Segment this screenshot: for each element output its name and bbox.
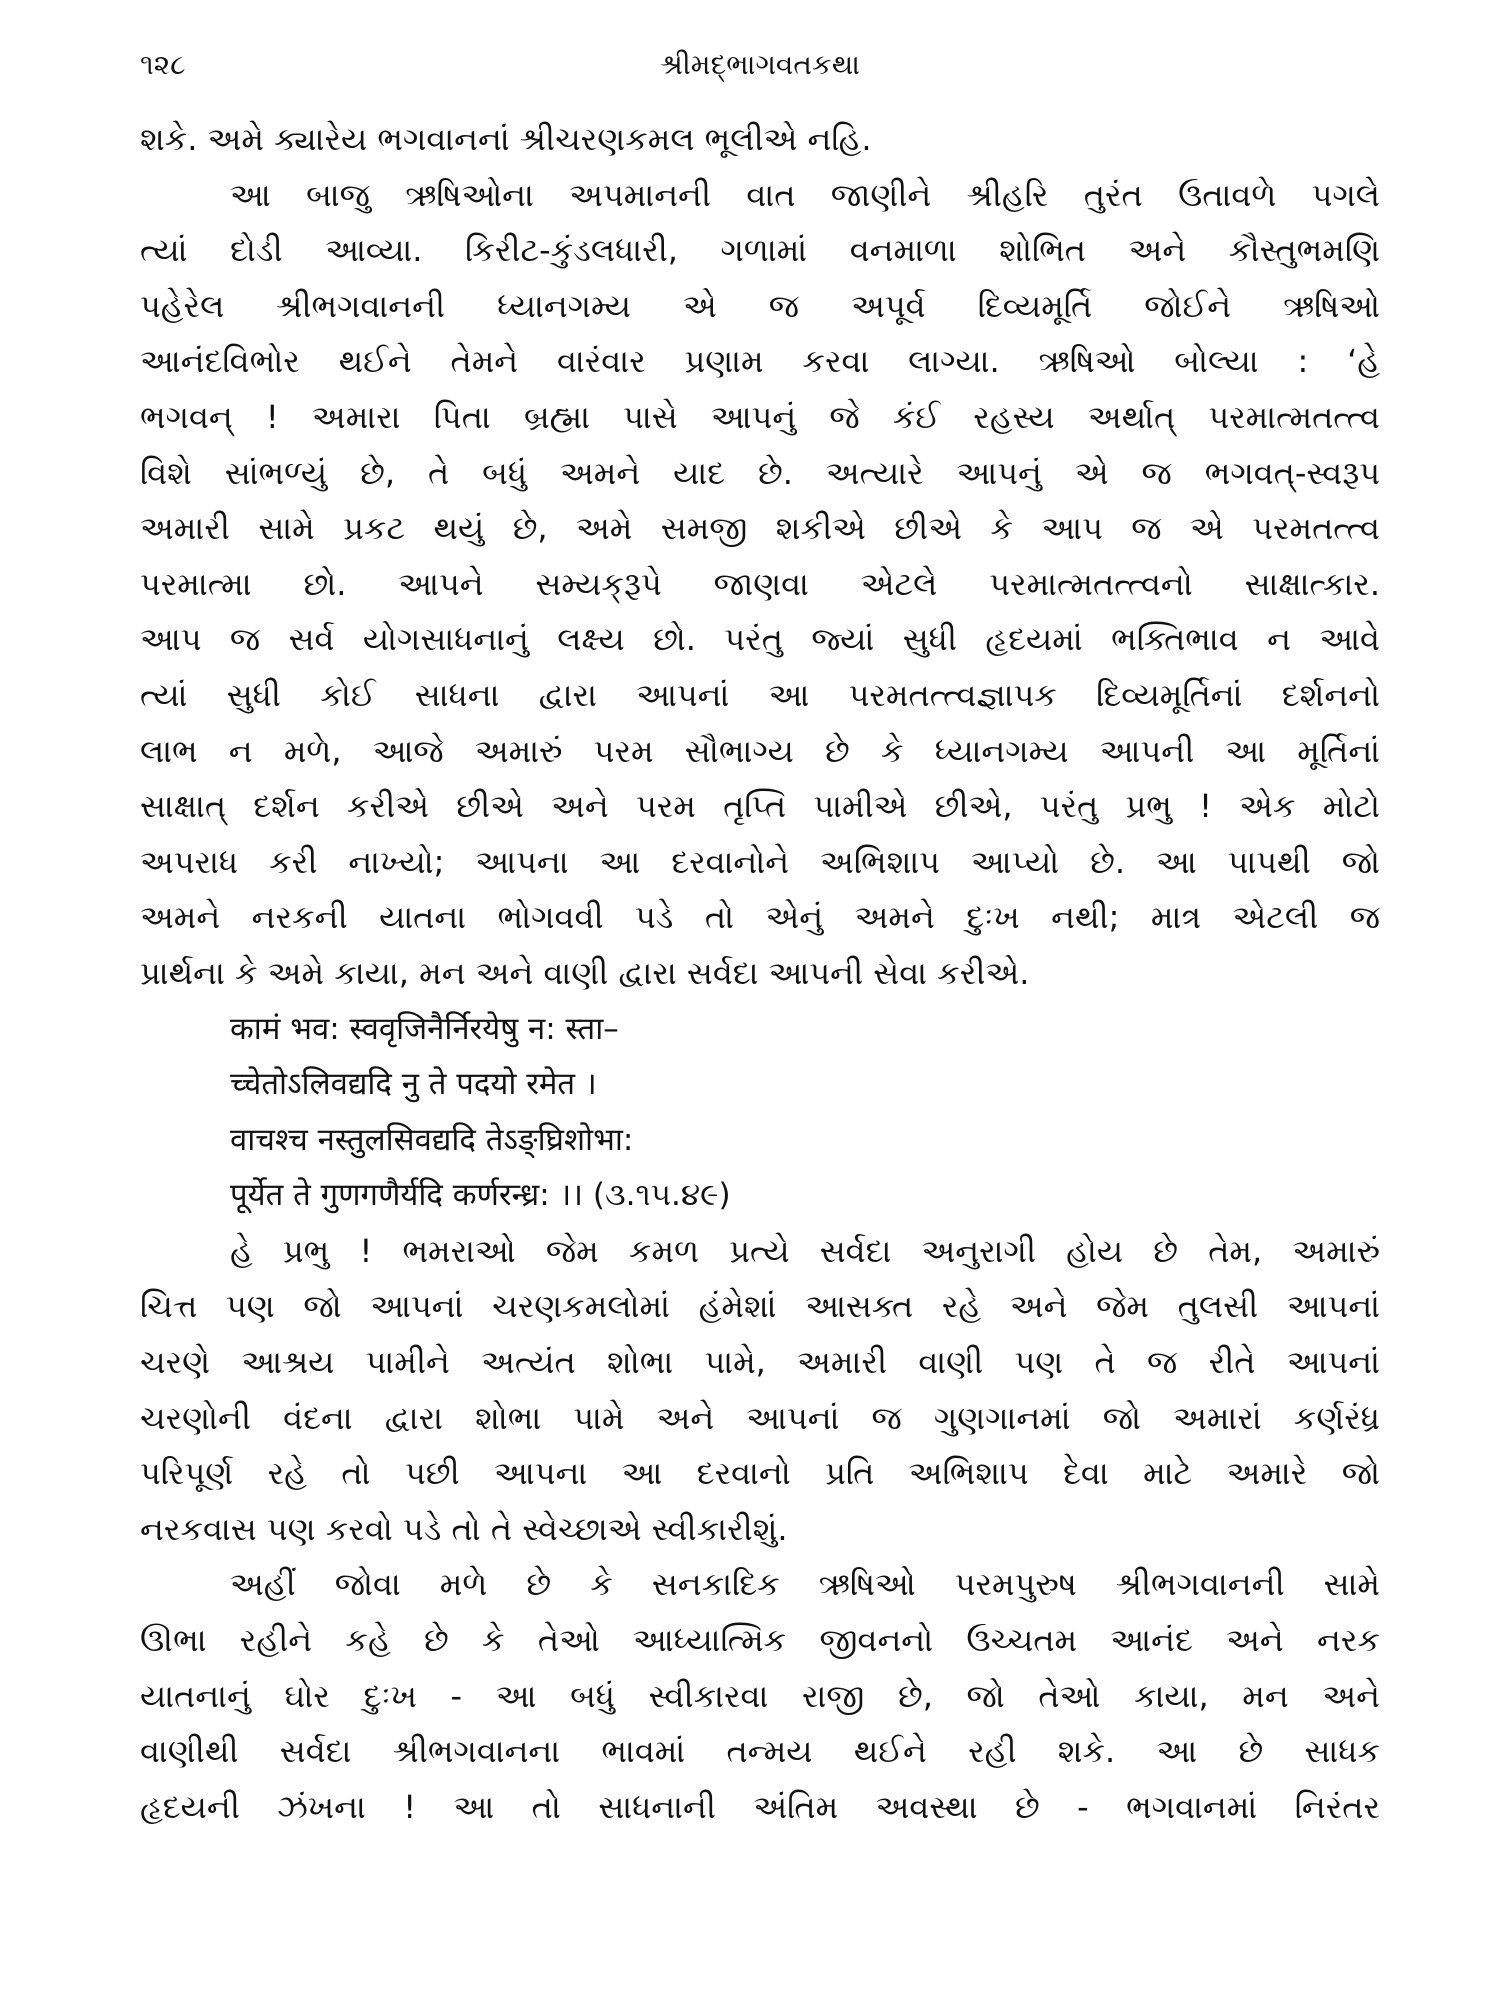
text-line: ભગવન્ ! અમારા પિતા બ્રહ્મા પાસે આપનું જે કંઈ રહસ્ય અર્થાત્ પરમાત્મતત્ત્વ <box>140 397 1380 436</box>
text-line: સાક્ષાત્ દર્શન કરીએ છીએ અને પરમ તૃપ્તિ પામીએ છીએ, પરંતુ પ્રભુ ! એક મોટો <box>140 787 1380 826</box>
text-line: આનંદવિભોર થઈને તેમને વારંવાર પ્રણામ કરવા લાગ્યા. ઋષિઓ બોલ્યા : ‘હે <box>140 342 1380 381</box>
text-line: ચિત્ત પણ જો આપનાં ચરણકમલોમાં હંમેશાં આસક્ત રહે અને જેમ તુલસી આપનાં <box>140 1287 1380 1326</box>
text-line: ત્યાં દોડી આવ્યા. કિરીટ-કુંડલધારી, ગળામાં વનમાળા શોભિત અને કૌસ્તુભમણિ <box>140 231 1380 270</box>
page-header <box>140 48 1380 88</box>
running-title: શ્રીમદ્‌ભાગવતકથા <box>659 48 861 81</box>
text-line: આપ જ સર્વ યોગસાધનાનું લક્ષ્ય છો. પરંતુ જ્યાં સુધી હૃદયમાં ભક્તિભાવ ન આવે <box>140 620 1380 659</box>
text-line: હૃદયની ઝંખના ! આ તો સાધનાની અંતિમ અવસ્થા છે - ભગવાનમાં નિરંતર <box>140 1787 1380 1826</box>
paragraph-start-line: હે પ્રભુ ! ભમરાઓ જેમ કમળ પ્રત્યે સર્વદા અનુરાગી હોય છે તેમ, અમારું <box>230 1231 1380 1270</box>
text-line: અમારી સામે પ્રકટ થયું છે, અમે સમજી શકીએ છીએ કે આપ જ એ પરમતત્ત્વ <box>140 509 1380 548</box>
text-line: પરિપૂર્ણ રહે તો પછી આપના આ દરવાનો પ્રતિ અભિશાપ દેવા માટે અમારે જો <box>140 1454 1380 1493</box>
text-line: અમને નરકની યાતના ભોગવવી પડે તો એનું અમને દુઃખ નથી; માત્ર એટલી જ <box>140 898 1380 937</box>
page-number: ૧૨૮ <box>140 48 186 81</box>
text-line: વિશે સાંભળ્યું છે, તે બધું અમને યાદ છે. અત્યારે આપનું એ જ ભગવત્-સ્વરૂપ <box>140 453 1380 492</box>
body-text <box>140 112 1380 1835</box>
text-line: નરકવાસ પણ કરવો પડે તો તે સ્વેચ્છાએ સ્વીકારીશું. <box>140 1509 788 1548</box>
sanskrit-verse-line: च्चेतोऽलिवद्यदि नु ते पदयो रमेत । <box>230 1066 597 1103</box>
text-line: પહેરેલ શ્રીભગવાનની ધ્યાનગમ્ય એ જ અપૂર્વ દિવ્યમૂર્તિ જોઈને ઋષિઓ <box>140 286 1380 325</box>
sanskrit-verse-line: वाचश्च नस्तुलसिवद्यदि तेऽङ्घ्रिशोभा: <box>230 1121 634 1158</box>
sanskrit-verse-line: कामं भव: स्ववृजिनैर्निरयेषु न: स्ता– <box>230 1010 619 1047</box>
text-line: લાભ ન મળે, આજે અમારું પરમ સૌભાગ્ય છે કે ધ્યાનગમ્ય આપની આ મૂર્તિનાં <box>140 731 1380 770</box>
paragraph-start-line: અહીં જોવા મળે છે કે સનકાદિક ઋષિઓ પરમપુરુષ શ્રીભગવાનની સામે <box>230 1565 1380 1604</box>
text-line: પ્રાર્થના કે અમે કાયા, મન અને વાણી દ્વારા સર્વદા આપની સેવા કરીએ. <box>140 953 1030 992</box>
sanskrit-verse-line: पूर्येत ते गुणगणैर्यदि कर्णरन्ध्र: ।। (૩.૧૫.૪૯) <box>230 1177 731 1214</box>
text-line: પરમાત્મા છો. આપને સમ્યક્‌રૂપે જાણવા એટલે પરમાત્મતત્ત્વનો સાક્ષાત્કાર. <box>140 564 1380 603</box>
text-line: ત્યાં સુધી કોઈ સાધના દ્વારા આપનાં આ પરમતત્ત્વજ્ઞાપક દિવ્યમૂર્તિનાં દર્શનનો <box>140 675 1380 714</box>
text-line: ઊભા રહીને કહે છે કે તેઓ આધ્યાત્મિક જીવનનો ઉચ્ચતમ આનંદ અને નરક <box>140 1621 1380 1660</box>
text-line: ચરણે આશ્રય પામીને અત્યંત શોભા પામે, અમારી વાણી પણ તે જ રીતે આપનાં <box>140 1343 1380 1382</box>
text-line: શકે. અમે ક્યારેય ભગવાનનાં શ્રીચરણકમલ ભૂલીએ નહિ. <box>140 120 872 158</box>
text-line: યાતનાનું ઘોર દુઃખ - આ બધું સ્વીકારવા રાજી છે, જો તેઓ કાયા, મન અને <box>140 1676 1380 1715</box>
text-line: વાણીથી સર્વદા શ્રીભગવાનના ભાવમાં તન્મય થઈને રહી શકે. આ છે સાધક <box>140 1732 1380 1771</box>
paragraph-start-line: આ બાજુ ઋષિઓના અપમાનની વાત જાણીને શ્રીહરિ તુરંત ઉતાવળે પગલે <box>230 175 1380 214</box>
text-line: ચરણોની વંદના દ્વારા શોભા પામે અને આપનાં જ ગુણગાનમાં જો અમારાં કર્ણરંધ્ર <box>140 1398 1380 1437</box>
text-line: અપરાધ કરી નાખ્યો; આપના આ દરવાનોને અભિશાપ આપ્યો છે. આ પાપથી જો <box>140 842 1380 881</box>
